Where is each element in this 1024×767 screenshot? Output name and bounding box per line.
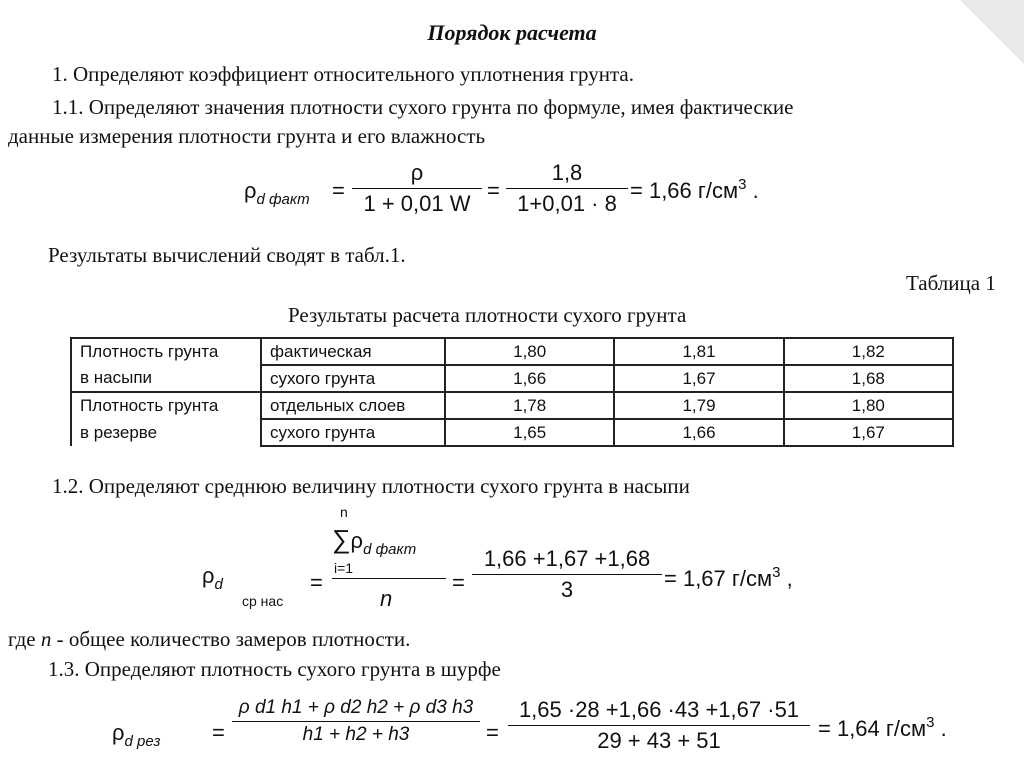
formula3-lhs: $\rho_{d рез}$ xyxy=(112,720,161,750)
formula1-result: = 1,66 $г/см^3$ . xyxy=(630,176,759,203)
paragraph-1-2: 1.2. Определяют среднюю величину плотности сухого грунта в насыпи xyxy=(52,474,690,498)
formula1-fraction-1: ρ 1 + 0,01 W xyxy=(352,160,482,217)
results-table xyxy=(70,337,954,447)
formula2-lhs-sub2: ср нас xyxy=(242,593,284,609)
paragraph-1-3: 1.3. Определяют плотность сухого грунта в шурфе xyxy=(48,657,501,681)
page-title: Порядок расчета xyxy=(427,20,597,45)
paragraph-1-1-line2: данные измерения плотности грунта и его влажность xyxy=(8,124,486,148)
paragraph-1-1-line1: 1.1. Определяют значения плотности сухого грунта по формуле, имея фактические xyxy=(52,95,794,119)
table-row: Плотность грунта фактическая 1,80 1,81 1,82 xyxy=(71,338,953,365)
results-sentence: Результаты вычислений сводят в табл.1. xyxy=(48,243,406,267)
formula1-fraction-2: 1,8 1+0,01 · 8 xyxy=(506,160,628,217)
formula3-fraction-1: ρ d1 h1 + ρ d2 h2 + ρ d3 h3 h1 + h2 + h3 xyxy=(232,697,480,746)
table-label: Таблица 1 xyxy=(906,271,996,295)
where-n-sentence: где n - общее количество замеров плотности. xyxy=(8,627,411,651)
paragraph-1: 1. Определяют коэффициент относительного уплотнения грунта. xyxy=(52,62,635,86)
formula2-den-1: n xyxy=(380,586,393,611)
table-row: Плотность грунта отдельных слоев 1,78 1,79 1,80 xyxy=(71,392,953,419)
formula1-lhs: $\rho_{d факт}$ xyxy=(244,178,310,208)
formula2-bar-1 xyxy=(332,578,446,579)
formula3-fraction-2: 1,65 ·28 +1,66 ·43 +1,67 ·51 29 + 43 + 51 xyxy=(508,697,810,754)
formula2-fraction-2: 1,66 +1,67 +1,68 3 xyxy=(472,546,662,603)
sum-lower-limit: i=1 xyxy=(334,560,354,576)
table-row: в резерве сухого грунта 1,65 1,66 1,67 xyxy=(71,419,953,446)
sum-upper-limit: n xyxy=(340,504,348,520)
table-caption: Результаты расчета плотности сухого грунта xyxy=(288,303,687,327)
formula3-result: = 1,64 $г/см^3$ . xyxy=(818,714,947,741)
formula2-result: = 1,67 $г/см^3$ , xyxy=(664,564,793,591)
formula2-lhs: $\rho_d$ xyxy=(202,563,223,593)
table-row: в насыпи сухого грунта 1,66 1,67 1,68 xyxy=(71,365,953,392)
sum-numerator: $\sum\rho_{d факт}$ xyxy=(332,524,417,558)
